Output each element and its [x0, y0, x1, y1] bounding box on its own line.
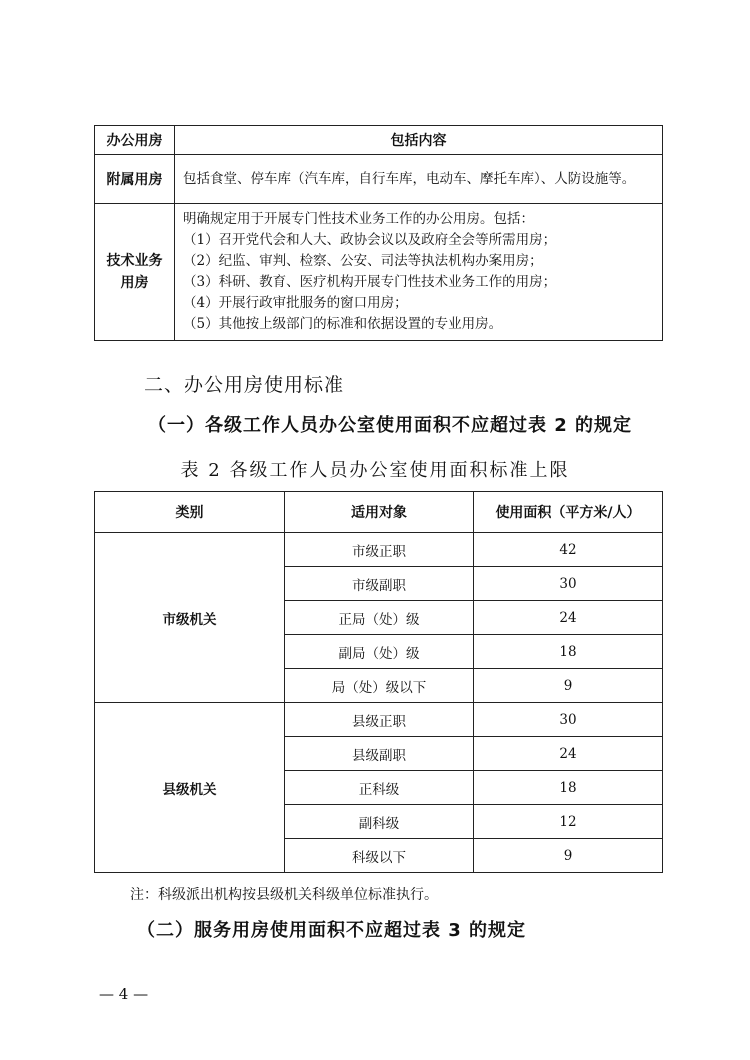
area-cell: 24: [474, 601, 663, 635]
target-cell: 正科级: [285, 771, 474, 805]
content-line: （3）科研、教育、医疗机构开展专门性技术业务工作的用房；: [183, 274, 557, 290]
content-line: 包括食堂、停车库（汽车库，自行车库，电动车、摩托车库）、人防设施等。: [183, 170, 636, 187]
office-room-categories-table: [94, 125, 663, 341]
area-cell: 30: [474, 703, 663, 737]
content-line: （1）召开党代会和人大、政协会议以及政府全会等所需用房；: [183, 232, 557, 248]
table-header-row: [95, 126, 663, 155]
subsection-heading: （一）各级工作人员办公室使用面积不应超过表 2 的规定: [148, 415, 633, 436]
target-cell: 局（处）级以下: [285, 669, 474, 703]
area-cell: 24: [474, 737, 663, 771]
target-cell: 市级正职: [285, 533, 474, 567]
category-cell: 县级机关: [95, 703, 285, 873]
table-note: 注：科级派出机构按县级机关科级单位标准执行。: [130, 887, 438, 903]
area-cell: 18: [474, 771, 663, 805]
subsection-heading: （二）服务用房使用面积不应超过表 3 的规定: [137, 920, 527, 941]
column-header: 类别: [95, 492, 285, 533]
target-cell: 市级副职: [285, 567, 474, 601]
column-header: 适用对象: [285, 492, 474, 533]
table-caption: 表 2 各级工作人员办公室使用面积标准上限: [180, 460, 570, 481]
area-cell: 9: [474, 669, 663, 703]
target-cell: 正局（处）级: [285, 601, 474, 635]
target-cell: 科级以下: [285, 839, 474, 873]
section-heading: 二、办公用房使用标准: [144, 374, 345, 396]
page-number: — 4 —: [99, 985, 149, 1003]
column-header: 使用面积（平方米/人）: [474, 492, 663, 533]
table-row: [95, 703, 663, 737]
table-row: [95, 204, 663, 341]
content-line: （2）纪监、审判、检察、公安、司法等执法机构办案用房；: [183, 253, 543, 269]
content-line: （5）其他按上级部门的标准和依据设置的专业用房。: [183, 316, 503, 332]
content-line: 明确规定用于开展专门性技术业务工作的办公用房。包括：: [183, 211, 534, 227]
target-cell: 县级副职: [285, 737, 474, 771]
content-line: （4）开展行政审批服务的窗口用房；: [183, 295, 408, 311]
category-cell: 市级机关: [95, 533, 285, 703]
area-cell: 42: [474, 533, 663, 567]
area-cell: 9: [474, 839, 663, 873]
column-header: 包括内容: [175, 126, 663, 155]
row-label: 技术业务用房: [95, 204, 175, 341]
target-cell: 副局（处）级: [285, 635, 474, 669]
target-cell: 县级正职: [285, 703, 474, 737]
table-row: [95, 155, 663, 204]
area-cell: 12: [474, 805, 663, 839]
column-header: 办公用房: [95, 126, 175, 155]
target-cell: 副科级: [285, 805, 474, 839]
row-label: 附属用房: [95, 155, 175, 204]
table-row: [95, 533, 663, 567]
office-area-standard-table: [94, 491, 663, 873]
table-header-row: [95, 492, 663, 533]
area-cell: 30: [474, 567, 663, 601]
row-content: [175, 204, 663, 341]
row-content: [175, 155, 663, 204]
area-cell: 18: [474, 635, 663, 669]
